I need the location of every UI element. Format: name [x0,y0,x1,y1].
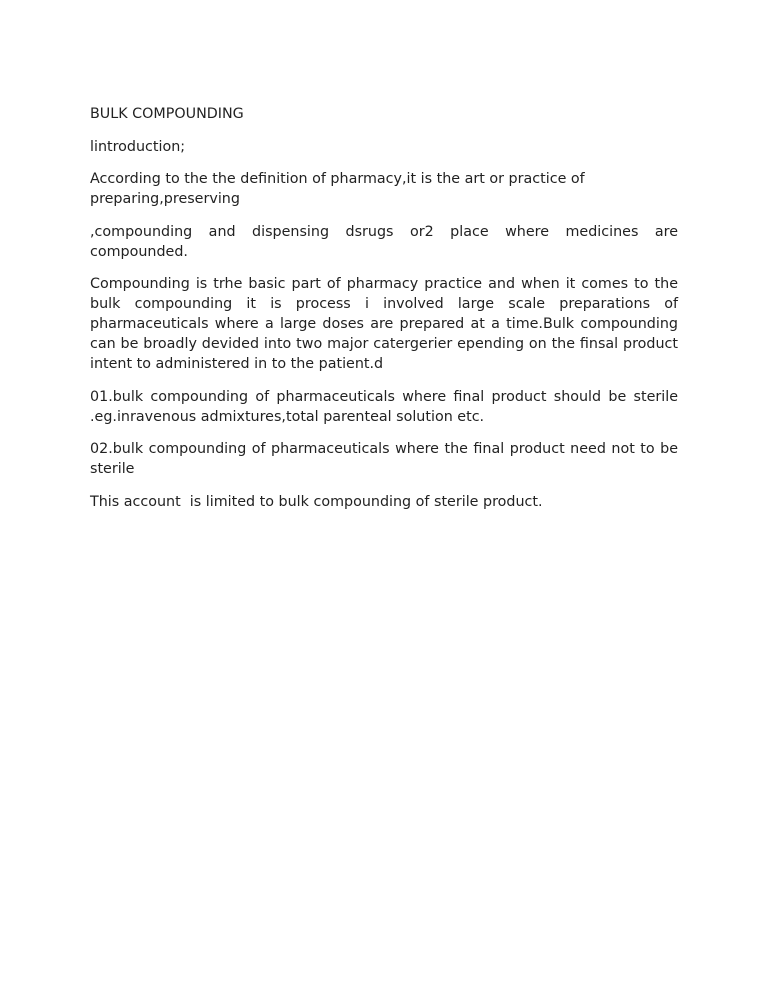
paragraph-definition: According to the the definition of pharmacy,it is the art or practice of preparing,preserving [90,171,585,207]
paragraph-category-non-sterile: 02.bulk compounding of pharmaceuticals where the final product need not to be sterile [90,441,678,477]
paragraph-category-sterile: 01.bulk compounding of pharmaceuticals where final product should be sterile .eg.inravenous admixtures,total parenteal solution etc. [90,388,678,425]
document-title: BULK COMPOUNDING [90,106,244,122]
paragraph-scope: This account is limited to bulk compounding of sterile product. [90,493,543,510]
document-body [90,104,678,524]
paragraph-introduction-heading: lintroduction; [90,138,186,155]
paragraph-compounding-overview: Compounding is trhe basic part of pharmacy practice and when it comes to the bulk compounding it is process i involved large scale preparations of pharmaceuticals where a large doses are prepared at a time.Bulk compounding can be broadly devided into two major catergerier epending on the finsal product intent to administered in to the patient.d [90,276,678,372]
paragraph-definition-continued: ,compounding and dispensing dsrugs or2 place where medicines are compounded. [90,223,678,260]
